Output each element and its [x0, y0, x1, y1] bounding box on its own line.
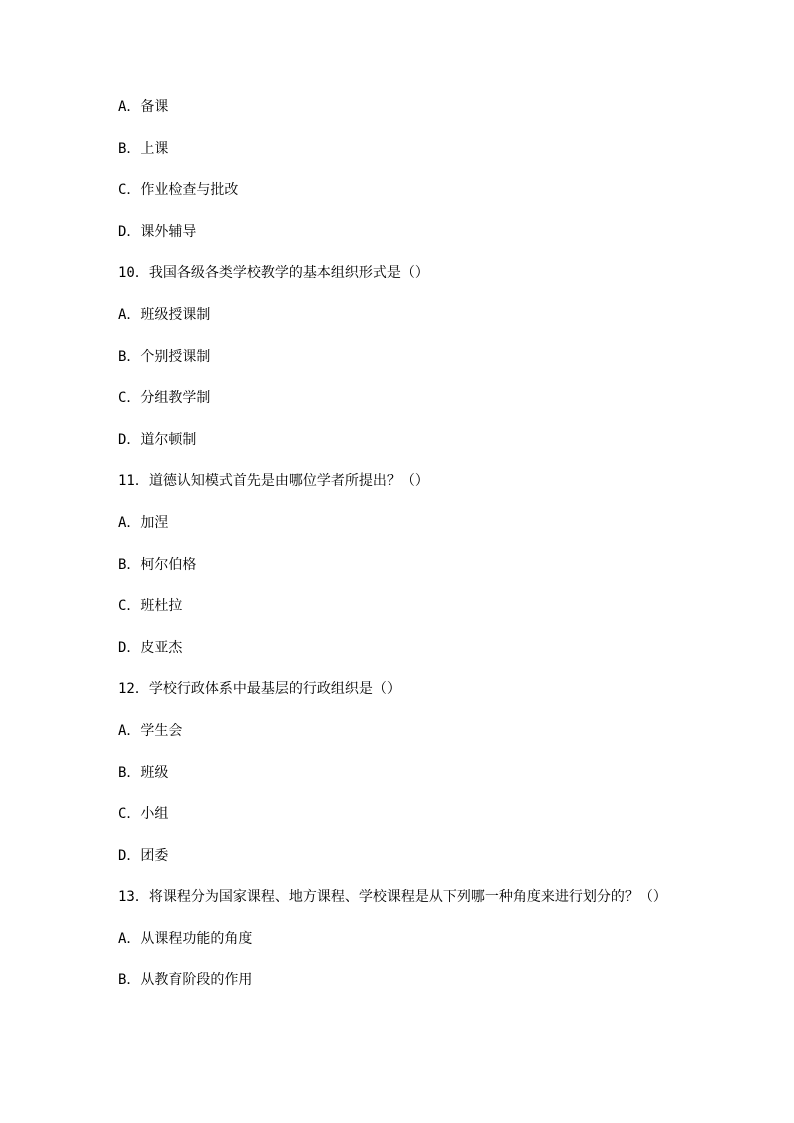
option-c-q10: C．分组教学制: [118, 390, 211, 407]
option-b-q12: B．班级: [118, 764, 169, 781]
option-d-q10: D．道尔顿制: [118, 431, 197, 448]
question-11: 11．道德认知模式首先是由哪位学者所提出？（）: [118, 473, 429, 490]
option-c-q12: C．小组: [118, 806, 169, 823]
option-b-q13: B．从教育阶段的作用: [118, 972, 253, 989]
option-d-q11: D．皮亚杰: [118, 639, 183, 656]
option-b-q9: B．上课: [118, 140, 169, 157]
option-a-q11: A．加涅: [118, 514, 169, 531]
option-d-q9: D．课外辅导: [118, 223, 197, 240]
option-a-q10: A．班级授课制: [118, 306, 211, 323]
option-a-q9: A．备课: [118, 99, 169, 115]
question-list: [118, 95, 758, 1010]
question-12: 12．学校行政体系中最基层的行政组织是（）: [118, 681, 401, 698]
option-b-q10: B．个别授课制: [118, 348, 211, 365]
option-d-q12: D．团委: [118, 847, 169, 864]
option-c-q9: C．作业检查与批改: [118, 182, 239, 199]
option-a-q12: A．学生会: [118, 722, 183, 739]
question-10: 10．我国各级各类学校教学的基本组织形式是（）: [118, 265, 429, 282]
option-b-q11: B．柯尔伯格: [118, 556, 197, 573]
option-c-q11: C．班杜拉: [118, 598, 183, 615]
option-a-q13: A．从课程功能的角度: [118, 930, 253, 947]
question-13: 13．将课程分为国家课程、地方课程、学校课程是从下列哪一种角度来进行划分的？（）: [118, 889, 667, 906]
